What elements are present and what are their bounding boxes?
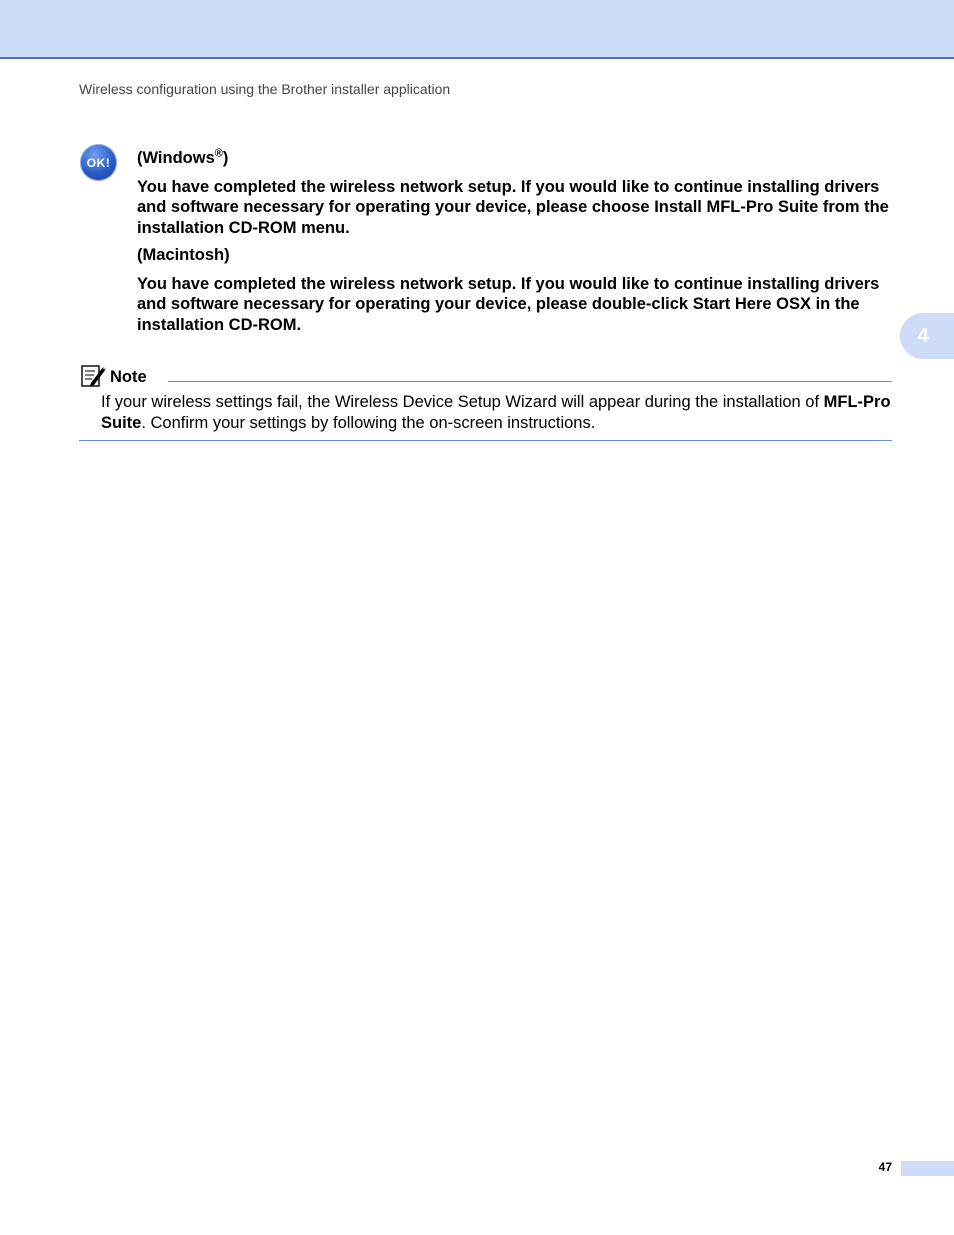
macintosh-message: You have completed the wireless network setup. If you would like to continue installing drivers and software necessary for operating your device, please double-click Start Here OSX in the installation CD-ROM. [137, 274, 880, 334]
running-header: Wireless configuration using the Brother installer application [79, 81, 451, 97]
completion-content [137, 148, 893, 342]
chapter-tab [900, 313, 954, 359]
ok-icon-text: OK! [86, 155, 111, 170]
ok-icon [80, 144, 117, 181]
footer-tab [901, 1161, 954, 1176]
windows-label: (Windows®) [137, 147, 229, 167]
windows-message: You have completed the wireless network setup. If you would like to continue installing drivers and software necessary for operating your device, please choose Install MFL-Pro Suite from the installation CD-ROM menu. [137, 177, 889, 237]
chapter-number: 4 [917, 324, 929, 347]
note-top-rule [168, 381, 892, 382]
macintosh-label: (Macintosh) [137, 246, 230, 264]
mfl-pro-suite-term: MFL-Pro Suite [101, 393, 891, 432]
header-band [0, 0, 954, 59]
page-number: 47 [878, 1160, 892, 1174]
note-pencil-icon [80, 363, 107, 388]
note-bottom-rule [79, 440, 892, 441]
registered-mark: ® [214, 147, 223, 160]
note-label: Note [110, 368, 147, 386]
note-text: If your wireless settings fail, the Wireless Device Setup Wizard will appear during the installation of MFL-Pro Suite. Confirm your settings by following the on-screen instructions. [101, 393, 891, 432]
